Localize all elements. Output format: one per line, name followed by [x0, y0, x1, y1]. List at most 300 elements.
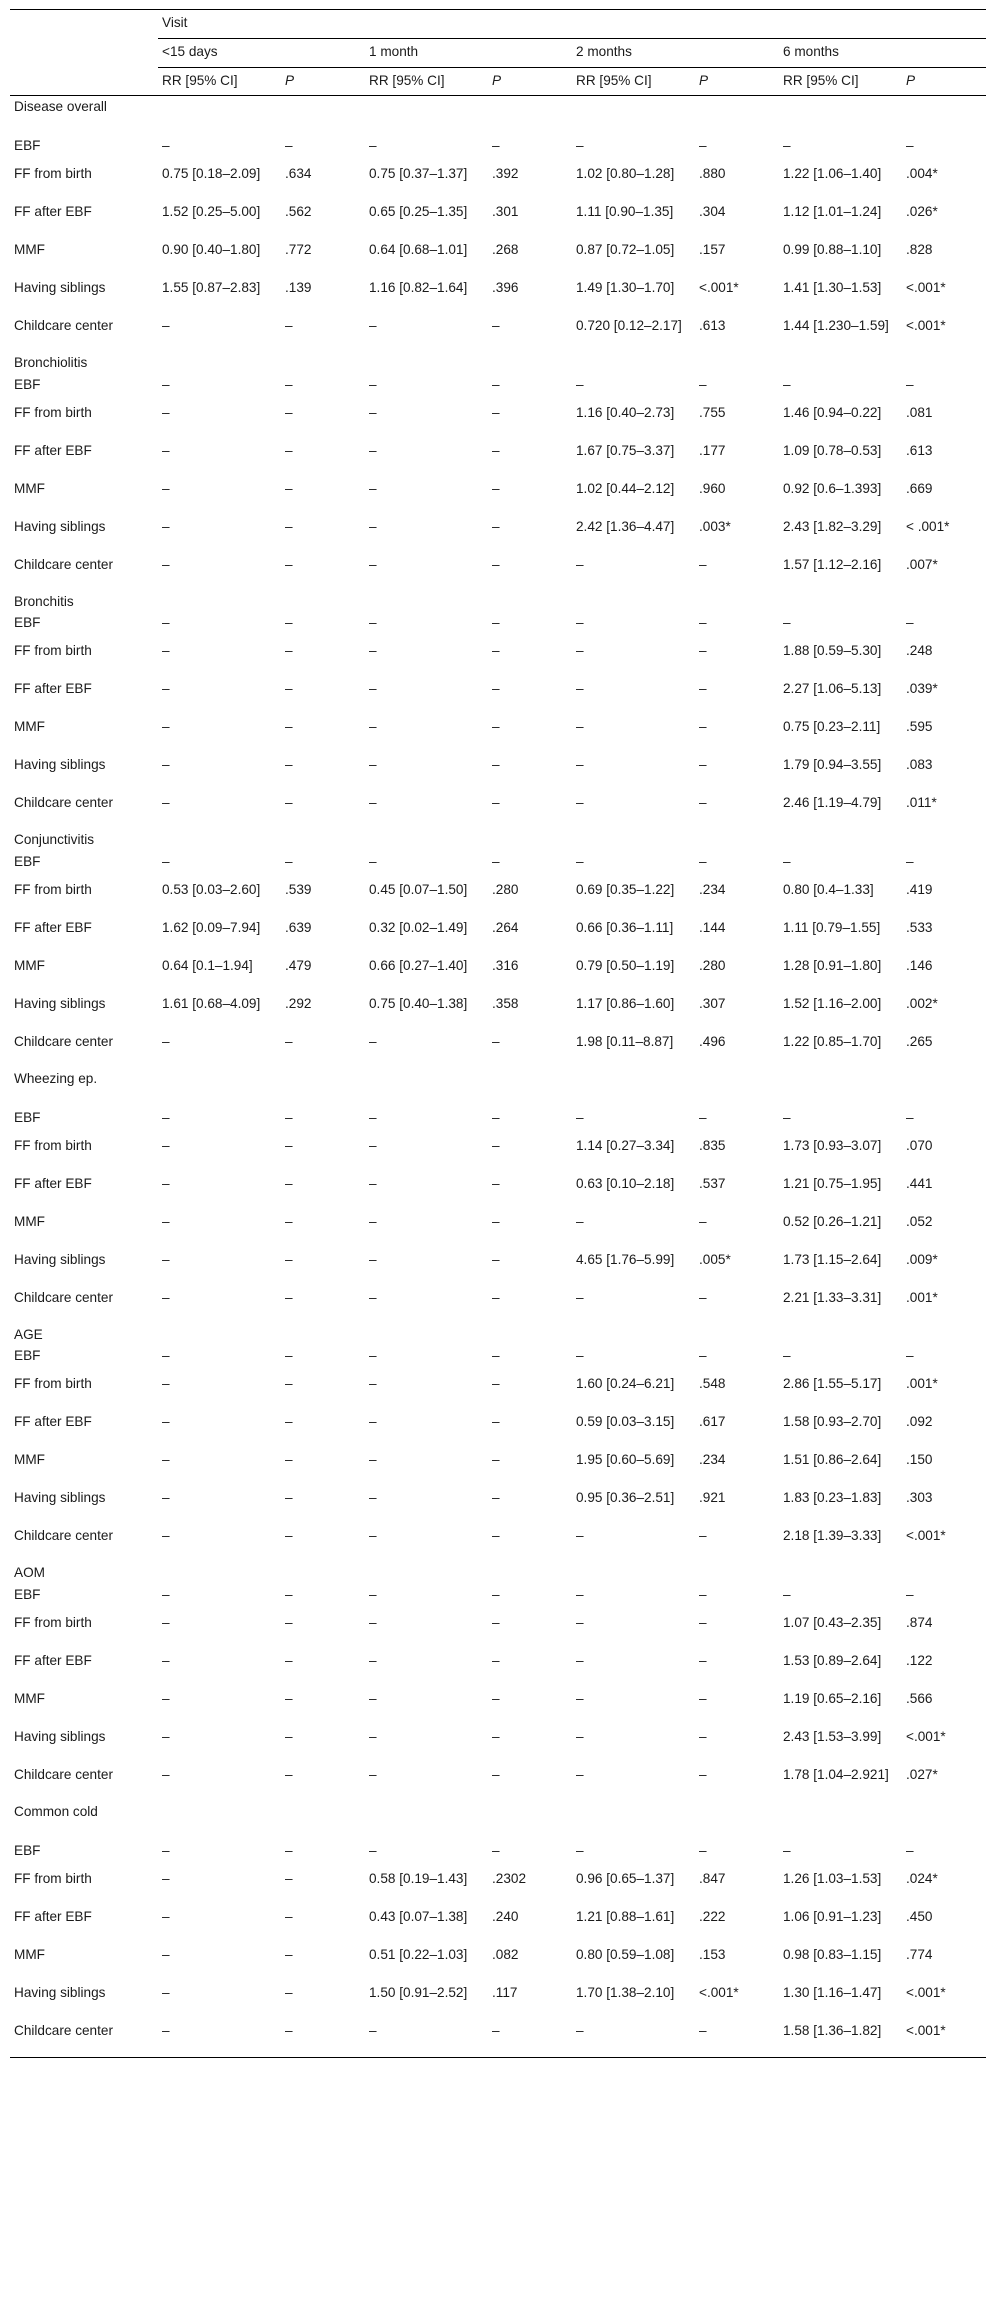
p-value-cell: .634: [285, 166, 312, 181]
row-label: FF after EBF: [14, 919, 92, 935]
rr-cell: 0.87 [0.72–1.05]: [576, 242, 675, 257]
rr-cell: 0.65 [0.25–1.35]: [369, 204, 468, 219]
empty-cell: [365, 591, 488, 611]
table-row: [10, 200, 986, 238]
rr-cell: –: [576, 681, 584, 696]
rr-cell: 0.64 [0.1–1.94]: [162, 957, 253, 973]
section-title: Disease overall: [14, 99, 107, 114]
rr-cell: 1.53 [0.89–2.64]: [783, 1652, 882, 1668]
rr-cell: –: [162, 643, 170, 658]
empty-cell: [779, 352, 902, 372]
p-value-cell: –: [906, 1109, 914, 1125]
rr-cell: 1.16 [0.82–1.64]: [369, 280, 468, 295]
table-row: [10, 1134, 986, 1172]
row-label: MMF: [14, 957, 45, 973]
table-row: [10, 401, 986, 439]
p-value-cell: –: [492, 1289, 500, 1305]
rr-cell: 1.17 [0.86–1.60]: [576, 995, 675, 1011]
rr-cell: 1.79 [0.94–3.55]: [783, 757, 882, 772]
rr-cell: –: [162, 404, 170, 420]
row-label: MMF: [14, 242, 45, 257]
p-value-cell: –: [285, 1251, 293, 1267]
rr-cell: 0.95 [0.36–2.51]: [576, 1490, 675, 1505]
rr-cell: 1.51 [0.86–2.64]: [783, 1452, 882, 1467]
empty-cell: [365, 1801, 488, 1838]
p-value-cell: .070: [906, 1137, 933, 1153]
rr-cell: 2.46 [1.19–4.79]: [783, 795, 882, 810]
table-row: [10, 1905, 986, 1943]
table-header: [10, 10, 986, 96]
rr-cell: 0.66 [0.27–1.40]: [369, 957, 468, 973]
p-value-cell: –: [492, 442, 500, 458]
empty-cell: [488, 1801, 572, 1838]
rr-cell: 0.32 [0.02–1.49]: [369, 919, 468, 935]
p-value-cell: .880: [699, 166, 726, 181]
rr-cell: –: [162, 1908, 170, 1924]
p-value-cell: –: [285, 643, 293, 658]
row-label: EBF: [14, 615, 41, 630]
row-label: Childcare center: [14, 1766, 113, 1782]
table-row: [10, 439, 986, 477]
empty-cell: [902, 829, 986, 849]
rr-cell: –: [162, 1175, 170, 1191]
p-value-cell: –: [699, 643, 707, 658]
table-row: [10, 238, 986, 276]
empty-cell: [902, 1801, 986, 1838]
p-value-cell: .835: [699, 1137, 726, 1153]
rr-cell: –: [162, 1213, 170, 1229]
section-row: [10, 1562, 986, 1582]
rr-cell: –: [369, 1348, 377, 1363]
p-value-cell: .874: [906, 1614, 933, 1630]
row-label: Childcare center: [14, 795, 113, 810]
p-value-cell: .011*: [906, 795, 937, 810]
p-value-cell: –: [699, 1586, 707, 1602]
rr-cell: –: [162, 556, 170, 572]
p-value-cell: –: [285, 1690, 293, 1706]
empty-cell: [488, 591, 572, 611]
p-value-cell: –: [699, 1109, 707, 1125]
p-value-cell: .301: [492, 204, 519, 219]
rr-cell: –: [162, 442, 170, 458]
table-row: [10, 1286, 986, 1324]
p-value-cell: –: [285, 1452, 293, 1467]
rr-cell: –: [369, 1376, 377, 1391]
rr-cell: –: [162, 1528, 170, 1543]
section-title: AOM: [14, 1565, 45, 1580]
rr-cell: 1.14 [0.27–3.34]: [576, 1137, 675, 1153]
p-value-cell: –: [285, 1728, 293, 1744]
empty-cell: [779, 1562, 902, 1582]
section-title: Common cold: [14, 1803, 98, 1819]
rr-cell: 1.95 [0.60–5.69]: [576, 1452, 675, 1467]
p-value-cell: –: [906, 615, 914, 630]
rr-cell: 1.60 [0.24–6.21]: [576, 1376, 675, 1391]
p-value-cell: –: [492, 1652, 500, 1668]
p-value-cell: .144: [699, 919, 726, 935]
table-row: [10, 1372, 986, 1410]
p-value-cell: –: [285, 1984, 293, 2000]
rr-cell: –: [576, 1289, 584, 1305]
p-value-cell: .639: [285, 919, 312, 935]
p-value-cell: <.001*: [699, 1984, 739, 2000]
rr-cell: –: [369, 1842, 377, 1858]
rr-cell: 1.88 [0.59–5.30]: [783, 643, 882, 658]
rr-cell: 1.30 [1.16–1.47]: [783, 1984, 882, 2000]
p-value-cell: .157: [699, 242, 726, 257]
rr-cell: 1.73 [0.93–3.07]: [783, 1137, 882, 1153]
table-row: [10, 133, 986, 162]
p-value-cell: –: [285, 1490, 293, 1505]
p-value-cell: .234: [699, 881, 726, 897]
p-value-cell: –: [699, 376, 707, 392]
p-value-cell: –: [285, 719, 293, 734]
section-row: [10, 591, 986, 611]
rr-cell: 2.42 [1.36–4.47]: [576, 518, 675, 534]
p-value-cell: –: [285, 1842, 293, 1858]
p-value-cell: –: [492, 404, 500, 420]
p-value-cell: .280: [492, 881, 519, 897]
p-value-cell: .479: [285, 957, 312, 973]
rr-cell: 2.18 [1.39–3.33]: [783, 1528, 882, 1543]
timepoint-header-2-months: 2 months: [572, 39, 779, 68]
p-value-cell: –: [906, 1348, 914, 1363]
row-label: FF from birth: [14, 1614, 92, 1630]
rr-cell: –: [162, 1614, 170, 1630]
p-value-cell: –: [492, 681, 500, 696]
rr-cell: –: [162, 1137, 170, 1153]
rr-cell: –: [162, 318, 170, 333]
p-value-cell: –: [285, 1870, 293, 1886]
row-label: MMF: [14, 1213, 45, 1229]
p-value-cell: <.001*: [902, 2019, 986, 2058]
empty-cell: [902, 1562, 986, 1582]
p-value-cell: .2302: [492, 1870, 527, 1886]
section-row: [10, 1324, 986, 1344]
rr-cell: –: [369, 1175, 377, 1191]
rr-cell: 1.61 [0.68–4.09]: [162, 995, 261, 1011]
rr-cell: 1.28 [0.91–1.80]: [783, 957, 882, 973]
p-value-cell: <.001*: [906, 280, 946, 295]
table-row: [10, 1611, 986, 1649]
table-row: [10, 1582, 986, 1611]
section-title: AGE: [14, 1326, 43, 1342]
rr-cell: –: [576, 643, 584, 658]
rr-cell: –: [576, 1213, 584, 1229]
table-row: [10, 372, 986, 401]
results-table-container: [10, 9, 986, 2058]
empty-cell: [695, 1068, 779, 1105]
empty-cell: [365, 1068, 488, 1105]
row-label: FF from birth: [14, 1870, 92, 1886]
row-label: FF from birth: [14, 1137, 92, 1153]
rr-cell: –: [369, 1213, 377, 1229]
p-value-cell: –: [699, 1289, 707, 1305]
rr-cell: –: [369, 1728, 377, 1744]
rr-cell: –: [162, 681, 170, 696]
empty-cell: [488, 1324, 572, 1344]
p-value-cell: –: [285, 681, 293, 696]
p-value-cell: .002*: [906, 995, 938, 1011]
p-value-cell: .009*: [906, 1251, 938, 1267]
p-value-cell: .450: [906, 1908, 933, 1924]
rr-cell: –: [369, 1614, 377, 1630]
section-title: Conjunctivitis: [14, 832, 95, 847]
p-value-cell: –: [492, 1586, 500, 1602]
header-corner: [10, 10, 158, 39]
rr-cell: –: [369, 853, 377, 869]
rr-cell: –: [369, 643, 377, 658]
row-label: Childcare center: [14, 1033, 113, 1049]
p-value-cell: .150: [906, 1452, 933, 1467]
p-value-cell: –: [492, 1109, 500, 1125]
row-label: Having siblings: [14, 1984, 106, 2000]
row-label: MMF: [14, 1452, 45, 1467]
rr-cell: –: [162, 1251, 170, 1267]
rr-cell: –: [576, 795, 584, 810]
rr-cell: –: [365, 2019, 488, 2058]
p-value-cell: .052: [906, 1213, 933, 1229]
table-row: [10, 954, 986, 992]
p-value-cell: .039*: [906, 681, 938, 696]
rr-cell: –: [162, 1414, 170, 1429]
p-value-cell: .669: [906, 480, 933, 496]
p-value-cell: –: [285, 1614, 293, 1630]
rr-cell: –: [783, 376, 791, 392]
p-value-cell: .595: [906, 719, 933, 734]
empty-cell: [365, 1562, 488, 1582]
rr-cell: –: [369, 1289, 377, 1305]
p-value-cell: .562: [285, 204, 312, 219]
rr-cell: –: [369, 1251, 377, 1267]
empty-cell: [695, 1562, 779, 1582]
rr-cell: 0.92 [0.6–1.393]: [783, 480, 882, 496]
empty-cell: [488, 96, 572, 134]
p-value-cell: –: [285, 1908, 293, 1924]
p-value-cell: .537: [699, 1175, 726, 1191]
row-label: FF from birth: [14, 1376, 92, 1391]
p-value-cell: –: [492, 518, 500, 534]
p-value-cell: .007*: [906, 556, 938, 572]
p-value-cell: –: [492, 1414, 500, 1429]
table-row: [10, 1210, 986, 1248]
table-row: [10, 639, 986, 677]
rr-cell: 1.16 [0.40–2.73]: [576, 404, 675, 420]
p-value-cell: –: [492, 1528, 500, 1543]
p-value-cell: –: [285, 615, 293, 630]
column-header-rr: RR [95% CI]: [572, 68, 695, 96]
table-row: [10, 1172, 986, 1210]
rr-cell: –: [369, 404, 377, 420]
p-value-cell: –: [492, 795, 500, 810]
rr-cell: 0.75 [0.23–2.11]: [783, 719, 881, 734]
empty-cell: [572, 1324, 695, 1344]
p-value-cell: .960: [699, 480, 726, 496]
rr-cell: –: [576, 1614, 584, 1630]
rr-cell: 1.83 [0.23–1.83]: [783, 1490, 882, 1505]
empty-cell: [281, 1801, 365, 1838]
p-value-cell: .240: [492, 1908, 519, 1924]
p-value-cell: .304: [699, 204, 726, 219]
rr-cell: 0.58 [0.19–1.43]: [369, 1870, 468, 1886]
empty-cell: [488, 352, 572, 372]
p-value-cell: .419: [906, 881, 933, 897]
p-value-cell: .828: [906, 242, 933, 257]
p-value-cell: –: [699, 1652, 707, 1668]
empty-cell: [158, 591, 281, 611]
rr-cell: –: [576, 1842, 584, 1858]
empty-cell: [572, 1801, 695, 1838]
p-value-cell: .613: [699, 318, 726, 333]
p-value-cell: .234: [699, 1452, 726, 1467]
table-row: [10, 1030, 986, 1068]
column-header-p: P: [281, 68, 365, 96]
p-value-cell: –: [699, 138, 707, 153]
rr-cell: –: [162, 1690, 170, 1706]
rr-cell: 1.98 [0.11–8.87]: [576, 1033, 674, 1049]
row-label: Childcare center: [14, 1528, 113, 1543]
empty-cell: [158, 1324, 281, 1344]
rr-cell: –: [783, 1586, 791, 1602]
p-value-cell: .280: [699, 957, 726, 973]
empty-cell: [779, 1324, 902, 1344]
p-value-cell: .082: [492, 1946, 519, 1962]
rr-cell: –: [369, 138, 377, 153]
rr-cell: –: [369, 1033, 377, 1049]
rr-cell: 1.22 [1.06–1.40]: [783, 166, 882, 181]
rr-cell: –: [162, 138, 170, 153]
table-row: [10, 878, 986, 916]
empty-cell: [158, 96, 281, 134]
rr-cell: –: [369, 757, 377, 772]
rr-cell: –: [783, 1842, 791, 1858]
table-row: [10, 1343, 986, 1372]
rr-cell: 0.90 [0.40–1.80]: [162, 242, 261, 257]
p-value-cell: .222: [699, 1908, 726, 1924]
rr-cell: –: [162, 615, 170, 630]
rr-cell: 1.11 [0.90–1.35]: [576, 204, 674, 219]
rr-cell: 1.06 [0.91–1.23]: [783, 1908, 882, 1924]
p-value-cell: –: [281, 2019, 365, 2058]
rr-cell: –: [369, 480, 377, 496]
p-value-cell: –: [492, 1842, 500, 1858]
rr-cell: 1.44 [1.230–1.59]: [783, 318, 889, 333]
row-label: FF after EBF: [14, 1908, 92, 1924]
empty-cell: [902, 1324, 986, 1344]
p-value-cell: –: [492, 615, 500, 630]
rr-cell: 1.73 [1.15–2.64]: [783, 1251, 882, 1267]
p-value-cell: .092: [906, 1414, 933, 1429]
p-value-cell: .177: [699, 442, 726, 458]
p-value-cell: –: [699, 1842, 707, 1858]
rr-cell: –: [162, 853, 170, 869]
rr-cell: –: [576, 376, 584, 392]
p-value-cell: .139: [285, 280, 312, 295]
table-row: [10, 1649, 986, 1687]
rr-cell: –: [576, 757, 584, 772]
p-value-cell: –: [285, 795, 293, 810]
column-header-p: P: [902, 68, 986, 96]
table-row: [10, 515, 986, 553]
p-value-cell: –: [492, 138, 500, 153]
row-label: Having siblings: [14, 280, 106, 295]
p-value-cell: –: [285, 138, 293, 153]
rr-cell: 1.58 [1.36–1.82]: [779, 2019, 902, 2058]
table-row: [10, 1687, 986, 1725]
p-value-cell: .358: [492, 995, 519, 1011]
p-value-cell: .265: [906, 1033, 933, 1049]
rr-cell: –: [162, 795, 170, 810]
rr-cell: –: [369, 615, 377, 630]
p-value-cell: –: [492, 1137, 500, 1153]
p-value-cell: .292: [285, 995, 312, 1011]
rr-cell: –: [162, 1842, 170, 1858]
rr-cell: 2.43 [1.82–3.29]: [783, 518, 882, 534]
rr-cell: –: [783, 1348, 791, 1363]
empty-cell: [158, 352, 281, 372]
column-header-p: P: [695, 68, 779, 96]
rr-cell: –: [162, 1728, 170, 1744]
table-row: [10, 553, 986, 591]
row-label: Childcare center: [10, 2019, 158, 2058]
rr-cell: 1.52 [0.25–5.00]: [162, 204, 261, 219]
table-row: [10, 849, 986, 878]
p-value-cell: .005*: [699, 1251, 731, 1267]
empty-cell: [281, 591, 365, 611]
p-value-cell: –: [699, 853, 707, 869]
rr-cell: 0.80 [0.4–1.33]: [783, 881, 874, 897]
column-header-rr: RR [95% CI]: [779, 68, 902, 96]
p-value-cell: .001*: [906, 1289, 938, 1305]
rr-cell: –: [369, 1586, 377, 1602]
empty-cell: [158, 829, 281, 849]
p-value-cell: –: [906, 1586, 914, 1602]
row-label: MMF: [14, 1690, 45, 1706]
rr-cell: –: [369, 556, 377, 572]
table-row: [10, 677, 986, 715]
rr-cell: –: [576, 719, 584, 734]
rr-cell: –: [158, 2019, 281, 2058]
section-title: Bronchitis: [14, 593, 74, 609]
p-value-cell: .122: [906, 1652, 933, 1668]
p-value-cell: –: [285, 1652, 293, 1668]
row-label: FF from birth: [14, 643, 92, 658]
row-label: FF from birth: [14, 404, 92, 420]
section-row: [10, 829, 986, 849]
table-row: [10, 276, 986, 314]
empty-cell: [281, 1562, 365, 1582]
row-label: Childcare center: [14, 318, 113, 333]
table-row: [10, 1248, 986, 1286]
rr-cell: –: [576, 1109, 584, 1125]
rr-cell: –: [576, 1348, 584, 1363]
p-value-cell: <.001*: [906, 318, 946, 333]
p-value-cell: .539: [285, 881, 312, 897]
p-value-cell: –: [285, 1376, 293, 1391]
rr-cell: 1.49 [1.30–1.70]: [576, 280, 675, 295]
empty-cell: [779, 829, 902, 849]
p-value-cell: .264: [492, 919, 519, 935]
rr-cell: 1.58 [0.93–2.70]: [783, 1414, 882, 1429]
empty-cell: [365, 829, 488, 849]
rr-cell: –: [369, 1490, 377, 1505]
empty-cell: [902, 591, 986, 611]
p-value-cell: –: [285, 1213, 293, 1229]
rr-cell: 0.96 [0.65–1.37]: [576, 1870, 675, 1886]
p-value-cell: –: [285, 1528, 293, 1543]
table-row: [10, 1763, 986, 1801]
rr-cell: 1.09 [0.78–0.53]: [783, 442, 882, 458]
